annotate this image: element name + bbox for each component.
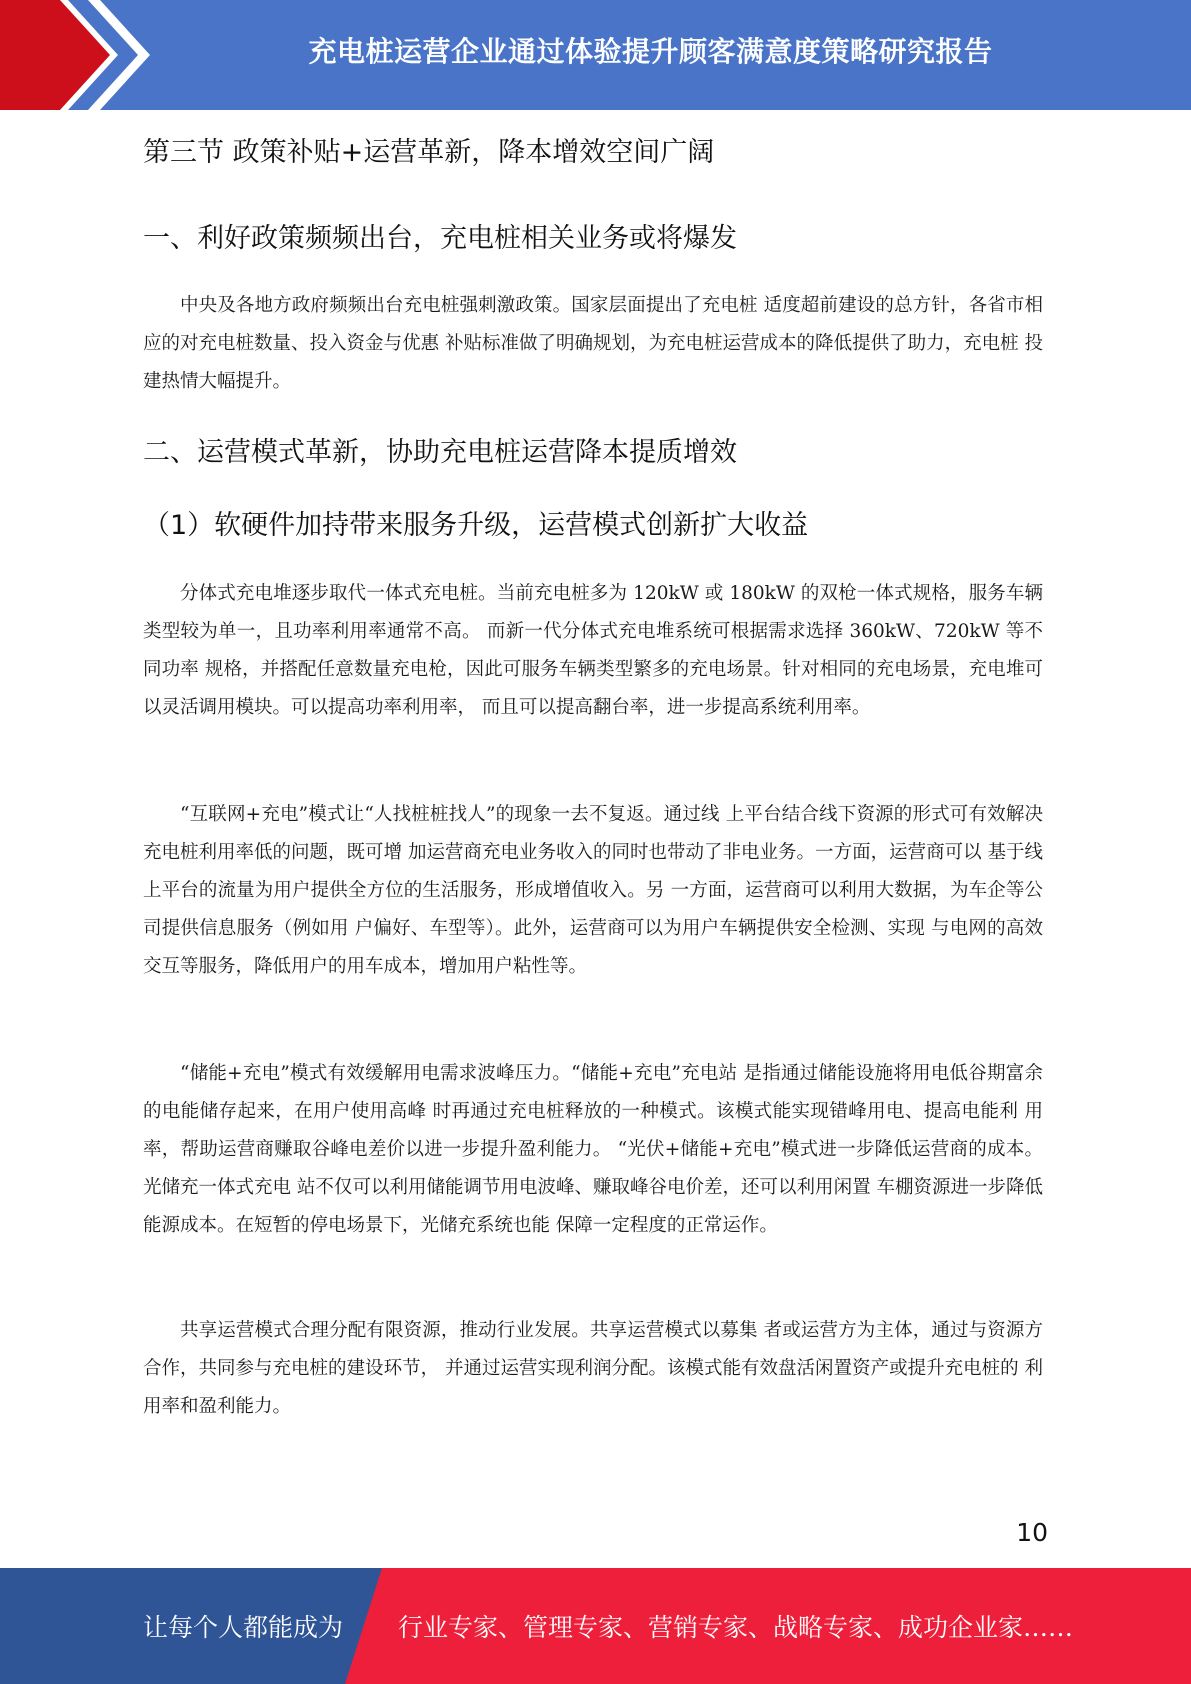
- page-footer: [0, 1568, 1191, 1684]
- subheading-software-hardware: （1）软硬件加持带来服务升级，运营模式创新扩大收益: [143, 510, 809, 541]
- section-title: 第三节 政策补贴+运营革新，降本增效空间广阔: [143, 137, 715, 168]
- report-title: 充电桩运营企业通过体验提升顾客满意度策略研究报告: [308, 35, 993, 68]
- paragraph-charging-stack: 分体式充电堆逐步取代一体式充电桩。当前充电桩多为 120kW 或 180kW 的双枪一体式规格，服务车辆类型较为单一，且功率利用率通常不高。 而新一代分体式充电堆系统可根据需求选择 360kW、720kW 等不同功率 规格，并搭配任意数量充电枪，因此可服务车辆类型繁多的充电场景。针对相同的充电场景，充电堆可以灵活调用模块。可以提高功率利用率， 而且可以提高翻台率，进一步提高系统利用率。: [143, 583, 1043, 718]
- paragraph-storage-charging: “储能+充电”模式有效缓解用电需求波峰压力。“储能+充电”充电站 是指通过储能设施将用电低谷期富余的电能储存起来，在用户使用高峰 时再通过充电桩释放的一种模式。该模式能实现错峰用电、提高电能利 用率，帮助运营商赚取谷峰电差价以进一步提升盈利能力。 “光伏+储能+充电”模式进一步降低运营商的成本。光储充一体式充电 站不仅可以利用储能调节用电波峰、赚取峰谷电价差，还可以利用闲置 车棚资源进一步降低能源成本。在短暂的停电场景下，光储充系统也能 保障一定程度的正常运作。: [143, 1063, 1043, 1236]
- header-chevron-decoration: [0, 0, 160, 110]
- heading-policy: 一、利好政策频频出台，充电桩相关业务或将爆发: [143, 223, 737, 254]
- page-header: [0, 0, 1191, 110]
- paragraph-shared-operation: 共享运营模式合理分配有限资源，推动行业发展。共享运营模式以募集 者或运营方为主体，通过与资源方合作，共同参与充电桩的建设环节， 并通过运营实现利润分配。该模式能有效盘活闲置资产或提升充电桩的 利用率和盈利能力。: [143, 1320, 1043, 1417]
- paragraph-internet-charging: “互联网+充电”模式让“人找桩桩找人”的现象一去不复返。通过线 上平台结合线下资源的形式可有效解决充电桩利用率低的问题，既可增 加运营商充电业务收入的同时也带动了非电业务。一方面，运营商可以 基于线上平台的流量为用户提供全方位的生活服务，形成增值收入。另 一方面，运营商可以利用大数据，为车企等公司提供信息服务（例如用 户偏好、车型等）。此外，运营商可以为用户车辆提供安全检测、实现 与电网的高效交互等服务，降低用户的用车成本，增加用户粘性等。: [143, 804, 1043, 977]
- footer-slogan-right: 行业专家、管理专家、营销专家、战略专家、成功企业家……: [398, 1613, 1074, 1642]
- paragraph-policy: 中央及各地方政府频频出台充电桩强刺激政策。国家层面提出了充电桩 适度超前建设的总方针，各省市相应的对充电桩数量、投入资金与优惠 补贴标准做了明确规划，为充电桩运营成本的降低提供了助力，充电桩 投建热情大幅提升。: [143, 295, 1043, 392]
- footer-slogan-left: 让每个人都能成为: [143, 1613, 344, 1642]
- page-number: 10: [1016, 1518, 1048, 1547]
- heading-operation-model: 二、运营模式革新，协助充电桩运营降本提质增效: [143, 437, 737, 468]
